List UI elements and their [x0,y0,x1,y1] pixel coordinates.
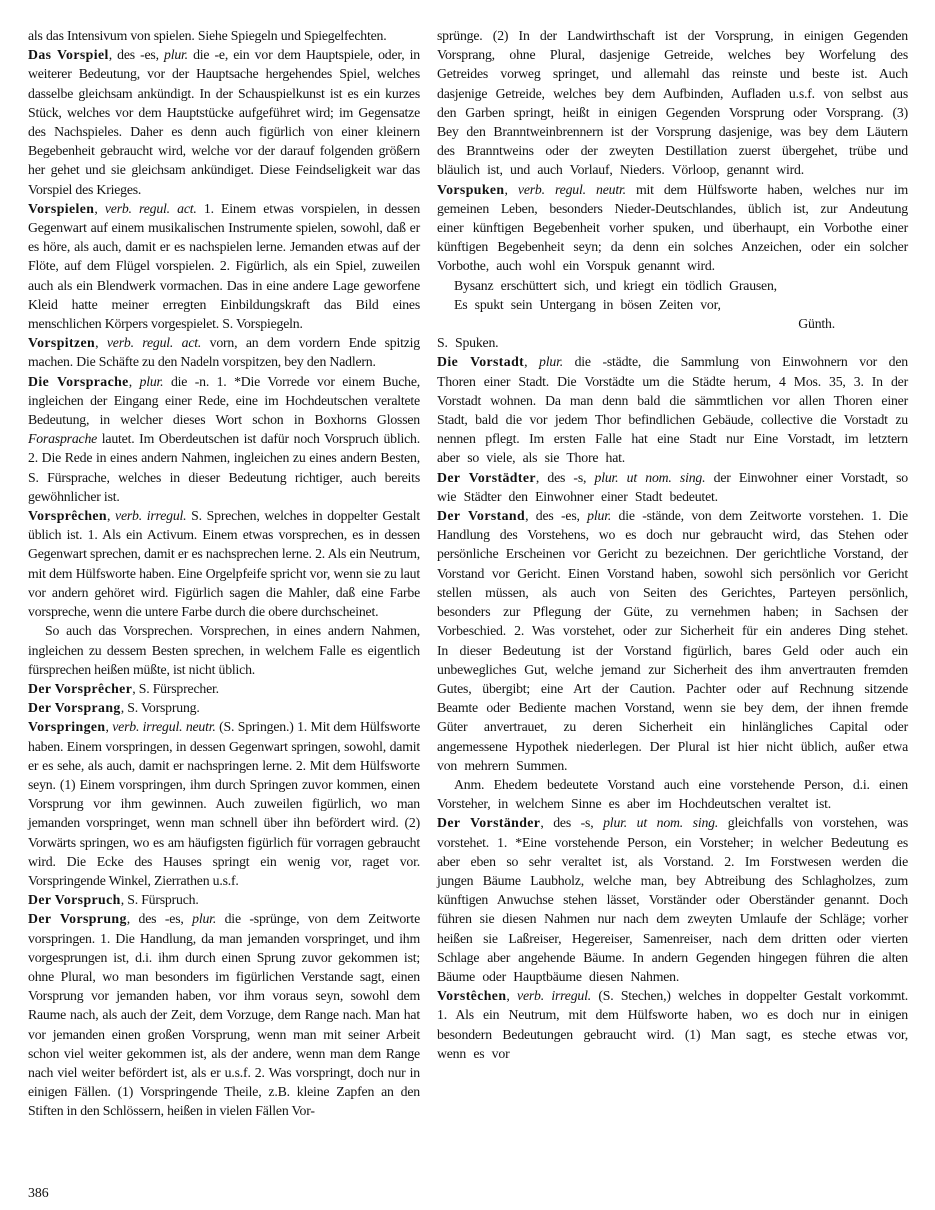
grammar-label: Forasprache [28,431,98,447]
body-text: , S. Vorsprung. [120,700,200,716]
grammar-label: plur. ut nom. sing. [594,469,706,485]
continuation-paragraph [28,26,420,45]
body-text: , [95,335,107,351]
body-text: S. Sprechen, welches in doppelter Gestalt üblich ist. 1. Als ein Activum. Einem etwas vorsprechen, es in dessen Gegenwart sprechen, damit er es nachsprechen lerne. 2. Als ein Neutrum, mit dem Hülfsworte haben. Eine Orgelpfeife spricht vor, wenn sie zu laut vor andern gehöret wird. Figürlich sagen die Mahler, daß eine Farbe vorspreche, wenn die untere Farbe durch die obere durchscheinet. [28,508,420,620]
headword: Die Vorstadt [437,354,525,370]
body-text: , des -s, [540,815,604,831]
body-text: (S. Stechen,) welches in doppelter Gestalt vorkommt. 1. Als ein Neutrum, mit dem Hülfsworte haben, wo es doch nur in einigen besondern Bedeutungen gebraucht wird. (1) Man sagt, es steche etwas vor, wenn es vor [437,988,908,1061]
verse-line [437,276,908,295]
grammar-label: verb. regul. act. [106,335,202,351]
dictionary-entry [28,372,420,506]
headword: Vorsprêchen [28,508,108,524]
body-text: die -e, ein vor dem Hauptspiele, oder, in weiterer Bedeutung, vor der Hauptsache hergehendes Spiel, welches dasselbe gleichsam ankündigt. In der Schauspielkunst ist es ein kurzes Stück, welches vor dem Hauptstücke aufgeführet wird; im Gegensatze des Nachspieles. Daher es denn auch figürlich von einer kleinern Begebenheit gebraucht wird, welche vor der darauf folgenden größern her gehet und sie gleichsam ankündiget. Diese Feindseligkeit war das Vorspiel des Krieges. [28,47,420,197]
body-text: die -n. 1. *Die Vorrede vor einem Buche, ingleichen der Eingang einer Rede, eine im Hochdeutschen veraltete Bedeutung, in welcher dieses Wort schon in Boxhorns Glossen [28,373,420,428]
headword: Vorstêchen [437,988,507,1004]
body-text: der Einwohner einer Vorstadt, so wie Städter den Einwohner einer Stadt bedeutet. [437,469,909,504]
dictionary-entry [28,717,420,890]
continuation-paragraph [437,26,908,180]
dictionary-entry [28,890,420,909]
dictionary-entry [28,506,420,621]
grammar-label: plur. [192,911,217,927]
headword: Das Vorspiel [28,47,109,63]
text-column-right [437,26,908,1121]
headword: Der Vorsprung [28,911,127,927]
body-text: Anm. Ehedem bedeutete Vorstand auch eine vorstehende Person, d.i. einen Vorsteher, in welchem Sinne es aber im Hochdeutschen veraltet ist. [437,776,908,812]
headword: Der Vorstand [437,508,526,524]
body-text: S. Spuken. [437,335,499,351]
dictionary-entry [437,180,908,276]
body-text: , des -es, [525,508,588,524]
body-text: sprünge. (2) In der Landwirthschaft ist der Vorsprung, in einigen Gegenden Vorsprang, ohne Plural, dasjenige Getreide, welches bey Worfelung des Getreides vorweg springet, und allemahl das reinste und beste ist. Auch dasjenige Getreide, welches bey dem Aufbinden, Aufladen u.s.f. von selbst aus den Garben springt, heißt in einigen Gegenden Vorsprung oder Vorsprang. (3) Bey den Branntweinbrennern ist der Vorsprung dasjenige, was bey dem Läutern des Branntweins oder der zweyten Destillation zuerst übergehet, trübe und bläulich ist, und auch Vorlauf, Nieders. Vörloop, genannt wird. [437,28,908,178]
body-text: , S. Fürsprecher. [132,680,219,696]
cross-reference [437,333,908,352]
body-text: vorn, an dem vordern Ende spitzig machen. Die Schäfte zu den Nadeln vorspitzen, bey den Nadlern. [28,335,420,370]
body-text: Es spukt sein Untergang in bösen Zeiten vor, [454,296,721,312]
citation-attribution [437,314,908,333]
body-text: die -städte, die Sammlung von Einwohnern vor den Thoren einer Stadt. Die Vorstädte um die Städte herum, 4 Mos. 35, 3. In der Vorstadt wohnen. Da man denn bald die sämmtlichen vor allen Thoren einer Stadt, bald die vor jedem Thor befindlichen Gebäude, collective die Vorstadt zu nennen pflegt. Im ersten Falle hat eine Stadt nur Eine Vorstadt, im letztern aber so viele, als sie Thore hat. [437,354,908,466]
headword: Der Vorständer [437,815,541,831]
body-text: So auch das Vorsprechen. Vorsprechen, in eines andern Nahmen, ingleichen zu dessem Besten sprechen, in welchem Falle es eigentlich fürsprechen heißen müßte, ist nicht üblich. [28,623,420,677]
body-text: die -stände, von dem Zeitworte vorstehen. 1. Die Handlung des Vorstehens, wo es doch nur gebraucht wird, das Stehen oder persönliche Erscheinen vor Gericht zu bezeichnen. Der gerichtliche Vorstand, der Vorstand vor Gericht. Einen Vorstand haben, sowohl sich persönlich vor Gericht stellen müssen, als auch von Seiten des Gerichtes, Parteyen persönlich, besonders zur Pflegung der Güte, zu vernehmen haben; in Sachsen der Vorbeschied. 2. Was vorstehet, oder zur Sicherheit für ein anderes Ding stehet. In dieser Bedeutung ist der Vorstand figürlich, bares Geld oder auch ein unbewegliches Gut, welche jemand zur Sicherheit des ihm anvertrauten fremden Gutes, übergibt; eine Art der Caution. Pachter oder auf Rechnung sitzende Beamte oder Bediente machen Vorstand, wenn sie bey dem, der ihnen fremde Güter anvertrauet, zu deren Sicherheit ein hinlängliches Capital oder angemessene Hypothek niederlegen. Der Plural ist hier nicht üblich, außer etwa von mehrern Summen. [437,508,908,773]
page-number: 386 [28,1184,49,1200]
grammar-label: plur. [164,47,188,63]
dictionary-entry [28,199,420,333]
note-paragraph [28,621,420,679]
body-text: , des -es, [126,911,193,927]
dictionary-entry [437,506,908,775]
body-text: Bysanz erschüttert sich, und kriegt ein tödlich Grausen, [454,277,777,293]
headword: Die Vorsprache [28,373,129,389]
dictionary-entry [28,698,420,717]
grammar-label: verb. regul. act. [104,200,197,216]
body-text: als das Intensivum von spielen. Siehe Spiegeln und Spiegelfechten. [28,28,387,43]
body-text: mit dem Hülfsworte haben, welches nur im gemeinen Leben, besonders Nieder-Deutschlandes, üblich ist, zur Andeutung einer künftigen Begebenheit vorher spuken, und überhaupt, ein Vorbothe einer künftigen Begebenheit seyn; da denn ein solches Anzeichen, oder ein solcher Vorbothe, auch wohl ein Vorspuk genannt wird. [437,181,908,274]
body-text: , [107,508,116,524]
body-text: , [524,354,540,370]
body-text: , [94,200,105,216]
body-text: , des -es, [108,47,164,63]
body-text: , [506,988,518,1004]
body-text: gleichfalls von vorstehen, was vorstehet. 1. *Eine vorstehende Person, ein Vorsteher; in welcher Bedeutung es aber eben so sehr veraltet ist, als Vorstand. 2. Im Forstwesen werden die jungen Bäume Laubholz, welche man, bey Abtreibung des Schlagholzes, zum künftigen Anwuchse stehen lässet, Vorständer oder Oberständer genannt. Doch führen sie diesen Nahmen nur nach dem zweyten Umlaufe der Schläge; vorher heißen sie Laßreiser, Hegereiser, Samenreiser, nach dem dritten oder vierten Schlage aber angehende Bäume. In andern Gegenden hingegen führen die alten Bäume oder Hauptbäume diesen Nahmen. [437,815,908,984]
headword: Der Vorstädter [437,469,536,485]
body-text: 1. Einem etwas vorspielen, in dessen Gegenwart auf einem musikalischen Instrumente spielen, sowohl, daß er es höre, als auch, damit er es nachspielen lerne. Jemanden etwas auf der Flöte, auf dem Flügel vorspielen. 2. Figürlich, als ein Spiel, zuweilen auch als ein Blendwerk vormachen. Das in eine andere Lage geworfene Kleid hatte meiner erregten Einbildungskraft das Bild eines menschlichen Körpers vorgespielet. S. Vorspiegeln. [28,200,421,332]
grammar-label: plur. ut nom. sing. [603,815,719,831]
text-column-left [28,26,420,1121]
grammar-label: verb. irregul. neutr. [112,719,216,735]
body-text: , S. Fürspruch. [120,892,199,908]
headword: Der Vorspruch [28,892,121,908]
body-text: die -sprünge, von dem Zeitworte vorspringen. 1. Die Handlung, da man jemanden vorspringet, und ihm vorgesprungen ist, d.i. ihm durch einen Sprung zuvor gekommen ist; ohne Plural, wo man besonders im figürlichen Verstande sagt, einen Vorsprung vor jemanden haben, vor ihm voraus seyn, sowohl dem Raume nach, als auch der Zeit, dem Vorzuge, dem Range nach. Man hat vor jemanden einen großen Vorsprung, wenn man mit seiner Arbeit schon viel weiter gekommen ist, als der andere, wenn man dem Range nach viel weiter befördert ist, als er u.s.f. 2. Was vorspringt, doch nur in einigen Fällen. (1) Vorspringende Theile, z.B. kleine Zapfen an den Stiften in den Schlössern, heißen in vielen Fällen Vor- [28,911,420,1119]
headword: Der Vorsprêcher [28,680,133,696]
verse-line [437,295,908,314]
body-text: , des -s, [535,469,595,485]
headword: Der Vorsprang [28,700,121,716]
dictionary-entry [437,986,908,1063]
grammar-label: plur. [587,508,612,524]
note-paragraph [437,775,908,813]
dictionary-entry [28,333,420,371]
grammar-label: plur. [139,373,164,389]
headword: Vorspielen [28,200,95,216]
dictionary-entry [437,813,908,986]
grammar-label: verb. regul. neutr. [517,181,626,197]
body-text: (S. Springen.) 1. Mit dem Hülfsworte haben. Einem vorspringen, in dessen Gegenwart springen, sowohl, damit er es sehe, als auch, damit er nachspringen lerne. 2. Mit dem Hülfsworte seyn. (1) Einem vorspringen, ihm durch Springen zuvor kommen, einen Vorsprung vor ihm gewinnen. Auch zuweilen figürlich, wo man jemanden vorspringet, wenn man schnell über ihn befördert wird. (2) Vorwärts springen, wo es am häufigsten figürlich für vorragen gebraucht wird. Die Ecke des Hauses springt ein wenig vor, raget vor. Vorspringende Winkel, Zierrathen u.s.f. [28,719,421,888]
headword: Vorspuken [437,181,505,197]
dictionary-entry [437,468,908,506]
headword: Vorspitzen [28,335,96,351]
dictionary-entry [28,679,420,698]
grammar-label: verb. irregul. [517,988,591,1004]
headword: Vorspringen [28,719,106,735]
body-text: , [128,373,140,389]
body-text: lautet. Im Oberdeutschen ist dafür noch Vorspruch üblich. 2. Die Rede in eines andern Nahmen, ingleichen zu eines andern Besten, S. Fürsprache, welches in dieser Bedeutung richtiger, auch bereits gewöhnlicher ist. [28,431,420,504]
body-text: , [105,719,113,735]
dictionary-entry [437,352,908,467]
dictionary-entry [28,45,420,199]
dictionary-entry [28,909,420,1120]
body-text: , [504,181,518,197]
grammar-label: verb. irregul. [115,508,187,524]
body-text: Günth. [798,316,835,332]
grammar-label: plur. [539,354,563,370]
